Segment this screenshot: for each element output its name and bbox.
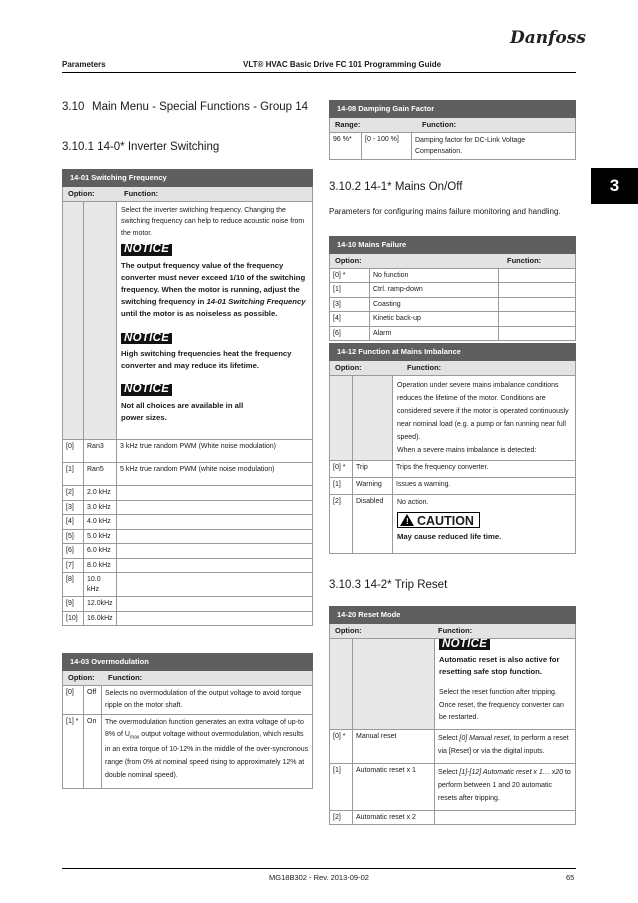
table-subheader — [330, 624, 576, 639]
option-code: [1] — [330, 763, 353, 810]
option-name: 8.0 kHz — [84, 558, 117, 573]
option-name: 6.0 kHz — [84, 544, 117, 559]
option-name: Ran5 — [84, 463, 117, 486]
blank-cell — [353, 638, 435, 729]
option-name: 16.0kHz — [84, 611, 117, 626]
header-title: VLT® HVAC Basic Drive FC 101 Programming Guide — [243, 60, 442, 69]
value-range: [0 - 100 %] — [362, 132, 412, 159]
option-code: [0] — [63, 685, 84, 714]
heading-3-10-3: 3.10.3 14-2* Trip Reset — [329, 579, 448, 591]
table-14-01 — [62, 169, 313, 626]
option-code: [7] — [63, 558, 84, 573]
option-code: [1] — [330, 283, 370, 298]
caution-text: May cause reduced life time. — [397, 531, 502, 541]
footer-doc-id: MG18B302 - Rev. 2013-09-02 — [269, 873, 369, 882]
option-function — [117, 611, 313, 626]
option-function — [102, 714, 313, 788]
table-14-12 — [329, 343, 576, 554]
option-name: Automatic reset x 2 — [353, 810, 435, 825]
option-name: Automatic reset x 1 — [353, 763, 435, 810]
option-name: Coasting — [370, 297, 499, 312]
description-text-2: When a severe mains imbalance is detected: — [397, 446, 537, 454]
notice-text-1 — [121, 260, 308, 321]
table-subheader — [63, 187, 313, 202]
notice-text-3: Not all choices are available in all power sizes. — [121, 400, 244, 423]
option-code: [9] — [63, 597, 84, 612]
description-text: Select the reset function after tripping. Once reset, the frequency converter can be restarted. — [439, 689, 564, 722]
option-name: 12.0kHz — [84, 597, 117, 612]
option-function: 3 kHz true random PWM (White noise modulation) — [117, 440, 313, 463]
option-code: [8] — [63, 573, 84, 597]
option-function — [117, 597, 313, 612]
table-14-20 — [329, 606, 576, 825]
option-name: Trip — [353, 460, 393, 477]
function-description — [117, 201, 313, 440]
function-label: Function: — [108, 673, 143, 682]
option-name: Ran3 — [84, 440, 117, 463]
blank-cell — [84, 201, 117, 440]
table-title: 14-03 Overmodulation — [63, 654, 313, 671]
table-14-08 — [329, 100, 576, 160]
option-function: Issues a warning. — [393, 477, 576, 494]
option-function — [435, 729, 576, 763]
option-function: Trips the frequency converter. — [393, 460, 576, 477]
warning-icon: ! — [400, 514, 414, 526]
default-value: 96 %* — [330, 132, 362, 159]
function-label: Function: — [438, 626, 473, 635]
option-name: Disabled — [353, 494, 393, 553]
blank-cell — [353, 375, 393, 460]
option-name: Warning — [353, 477, 393, 494]
table-subheader — [63, 671, 313, 686]
footer-page-number: 65 — [566, 873, 575, 882]
footer-rule — [62, 868, 576, 869]
blank-cell — [63, 201, 84, 440]
option-code: [1] — [63, 463, 84, 486]
option-label: Option: — [68, 189, 95, 198]
option-function-text: No action. — [397, 498, 429, 506]
option-function — [117, 515, 313, 530]
option-name: Kinetic back-up — [370, 312, 499, 327]
option-function — [117, 544, 313, 559]
option-name: 5.0 kHz — [84, 529, 117, 544]
caution-box — [397, 512, 480, 528]
notice-label: NOTICE — [439, 639, 490, 651]
option-code: [2] — [63, 486, 84, 501]
option-name: 2.0 kHz — [84, 486, 117, 501]
option-label: Option: — [335, 363, 362, 372]
option-function: Selects no overmodulation of the output voltage to avoid torque ripple on the motor shaft. — [102, 685, 313, 714]
function-text-end: output voltage without overmodulation, which results in an extra torque of 10-12% in the middle of the over-syncronous range (from 0% at nominal speed rising to approximately 12% at double nominal speed). — [105, 731, 309, 780]
description-text: Operation under severe mains imbalance conditions reduces the lifetime of the motor. Conditions are considered severe if the motor is operated continuously near nominal load (e.g. a pump or fan running near full speed). — [397, 381, 569, 441]
heading-3-10 — [62, 100, 312, 115]
option-function — [117, 500, 313, 515]
table-14-03 — [62, 653, 313, 789]
option-code: [10] — [63, 611, 84, 626]
option-function — [117, 529, 313, 544]
option-function — [435, 763, 576, 810]
intro-3-10-2: Parameters for configuring mains failure monitoring and handling. — [329, 207, 561, 216]
function-label: Function: — [422, 120, 457, 129]
option-code: [0] * — [330, 460, 353, 477]
option-name: Alarm — [370, 326, 499, 341]
option-name: Ctrl. ramp-down — [370, 283, 499, 298]
option-function: 5 kHz true random PWM (white noise modulation) — [117, 463, 313, 486]
table-title: 14-01 Switching Frequency — [63, 170, 313, 187]
option-label: Option: — [335, 626, 362, 635]
caution-label: CAUTION — [417, 514, 474, 528]
table-subheader — [330, 118, 576, 133]
option-function — [499, 326, 576, 341]
danfoss-logo: Danfoss — [510, 28, 586, 48]
option-code: [6] — [63, 544, 84, 559]
heading-3-10-number: 3.10 — [62, 101, 85, 113]
function-label: Function: — [507, 256, 542, 265]
option-name: 3.0 kHz — [84, 500, 117, 515]
heading-3-10-1: 3.10.1 14-0* Inverter Switching — [62, 141, 220, 153]
option-function — [499, 312, 576, 327]
option-code: [0] * — [330, 268, 370, 283]
option-name: Off — [84, 685, 102, 714]
notice-label: NOTICE — [121, 244, 172, 256]
function-text: Select — [438, 734, 460, 742]
option-name: On — [84, 714, 102, 788]
option-code: [3] — [63, 500, 84, 515]
description-text: Select the inverter switching frequency. Changing the switching frequency can help to reduce acoustic noise from the motor. — [121, 206, 305, 237]
notice-label: NOTICE — [121, 384, 172, 396]
option-code: [1] — [330, 477, 353, 494]
header-rule — [62, 72, 576, 73]
notice-1-text: The output frequency value of the frequency converter must never exceed 1/10 of the switching frequency. When the motor is running, adjust the switching frequency in — [121, 260, 306, 307]
option-code: [6] — [330, 326, 370, 341]
option-function — [499, 297, 576, 312]
function-text-end: , to perform a reset via [Reset] or via the digital inputs. — [438, 734, 569, 755]
option-code: [2] — [330, 810, 353, 825]
function-label: Function: — [407, 363, 442, 372]
table-title: 14-20 Reset Mode — [330, 607, 576, 624]
chapter-tab: 3 — [591, 168, 638, 204]
option-label: Option: — [68, 673, 95, 682]
option-name: Manual reset — [353, 729, 435, 763]
option-code: [4] — [63, 515, 84, 530]
range-label: Range: — [335, 120, 361, 129]
option-name: 10.0 kHz — [84, 573, 117, 597]
option-code: [3] — [330, 297, 370, 312]
option-function — [117, 558, 313, 573]
option-function — [499, 283, 576, 298]
notice-label: NOTICE — [121, 333, 172, 345]
blank-cell — [330, 375, 353, 460]
table-title: 14-08 Damping Gain Factor — [330, 101, 576, 118]
heading-3-10-2: 3.10.2 14-1* Mains On/Off — [329, 181, 463, 193]
option-code: [2] — [330, 494, 353, 553]
option-name: 4.0 kHz — [84, 515, 117, 530]
option-name: No function — [370, 268, 499, 283]
option-code: [5] — [63, 529, 84, 544]
table-subheader — [330, 361, 576, 376]
option-code: [1] * — [63, 714, 84, 788]
notice-1-text-end: until the motor is as noiseless as possible. — [121, 309, 278, 319]
function-label: Function: — [124, 189, 159, 198]
table-title: 14-10 Mains Failure — [330, 237, 576, 254]
function-reference: [1]-[12] Automatic reset x 1… x20 — [459, 768, 564, 776]
table-14-10 — [329, 236, 576, 341]
table-title: 14-12 Function at Mains Imbalance — [330, 344, 576, 361]
notice-1-reference: 14-01 Switching Frequency — [206, 297, 306, 307]
heading-3-10-text: Main Menu - Special Functions - Group 14 — [92, 101, 309, 113]
table-subheader — [330, 254, 576, 269]
function-description — [435, 638, 576, 729]
notice-text: Automatic reset is also active for resetting safe stop function. — [439, 655, 560, 677]
option-label: Option: — [335, 256, 362, 265]
header-section: Parameters — [62, 60, 106, 69]
function-description — [393, 375, 576, 460]
blank-cell — [330, 638, 353, 729]
range-function: Damping factor for DC-Link Voltage Compensation. — [412, 132, 576, 159]
option-function — [499, 268, 576, 283]
function-reference: [0] Manual reset — [459, 734, 510, 742]
function-text: The overmodulation function generates an extra voltage of up-to 8% of U — [105, 718, 304, 739]
option-function — [435, 810, 576, 825]
function-subscript: max — [129, 734, 140, 741]
function-text-end: to perform between 1 and 20 automatic resets after tripping. — [438, 768, 571, 802]
option-function — [393, 494, 576, 553]
function-text: Select — [438, 768, 460, 776]
option-code: [4] — [330, 312, 370, 327]
option-function — [117, 573, 313, 597]
option-function — [117, 486, 313, 501]
option-code: [0] — [63, 440, 84, 463]
notice-text-2: High switching frequencies heat the frequency converter and may reduce its lifetime. — [121, 349, 292, 371]
option-code: [0] * — [330, 729, 353, 763]
